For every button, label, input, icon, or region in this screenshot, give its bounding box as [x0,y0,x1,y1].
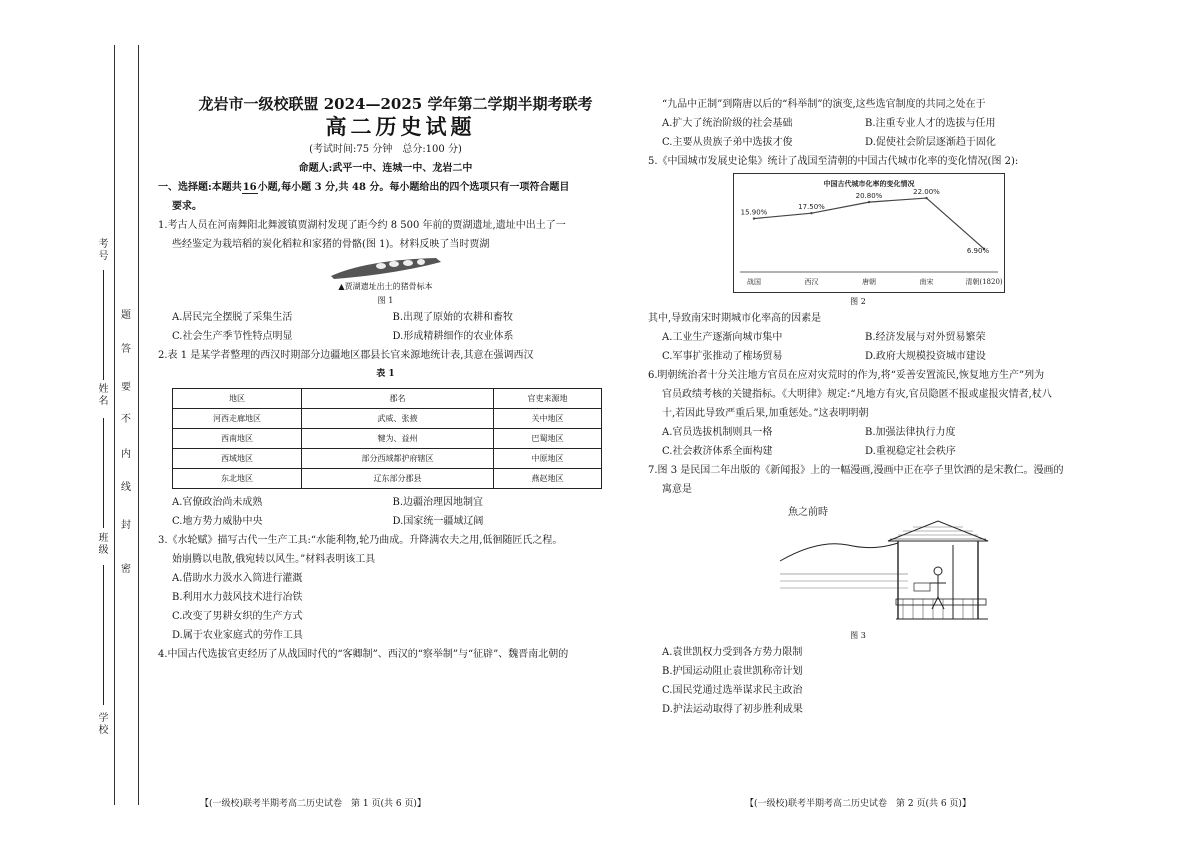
page-2-footer: 【(一级校)联考半期考高二历史试卷 第 2 页(共 6 页)】 [745,799,971,809]
q1-stem: 1.考古人员在河南舞阳北舞渡镇贾湖村发现了距今约 8 500 年前的贾湖遗址,遗址中出土了一 [158,220,566,231]
q2-option-a[interactable]: A.官僚政治尚未成熟 [172,497,263,508]
exam-info: (考试时间:75 分钟 总分:100 分) [309,144,462,155]
q4-option-d[interactable]: D.促使社会阶层逐渐趋于固化 [865,137,996,148]
exam-authors: 命题人:武平一中、连城一中、龙岩二中 [298,163,473,174]
exam-no-label: 考号 [96,238,107,262]
q1-stem-cont: 些经鉴定为栽培稻的炭化稻粒和家猪的骨骼(图 1)。材料反映了当时贾湖 [172,239,490,250]
q4-stem: 4.中国古代选拔官吏经历了从战国时代的“客卿制”、西汉的“察举制”与“征辟”、魏晋南北朝的 [158,649,569,660]
page-1-footer: 【(一级校)联考半期考高二历史试卷 第 1 页(共 6 页)】 [200,799,426,809]
q4-option-c[interactable]: C.主要从贵族子弟中选拔才俊 [662,137,793,148]
q5-options [662,328,1068,366]
q3-option-d[interactable]: D.属于农业家庭式的劳作工具 [172,630,303,641]
pig-bone-specimen-image [326,256,446,280]
table-header: 郡名 [301,389,493,409]
table-cell: 燕赵地区 [494,469,602,489]
q3-option-c[interactable]: C.改变了男耕女织的生产方式 [172,611,303,622]
q7-option-d[interactable]: D.护法运动取得了初步胜利成果 [662,704,803,715]
q7-cartoon [778,499,1068,629]
table-cell: 中原地区 [494,449,602,469]
q1-option-d[interactable]: D.形成精耕细作的农业体系 [392,331,514,342]
q6-options [662,423,1068,461]
binding-line-outer [114,45,115,805]
data-label: 20.80% [855,192,883,201]
q5-option-a[interactable]: A.工业生产逐渐向城市集中 [662,332,783,343]
q4-option-b[interactable]: B.注重专业人才的选拔与任用 [865,118,996,129]
x-tick-label: 战国 [747,278,761,286]
q1-options [172,308,613,346]
table-header: 地区 [173,389,302,409]
seal-char: 封 [121,520,131,531]
class-field[interactable] [103,565,104,705]
data-point [810,212,812,214]
question-count: 16 [242,182,257,193]
table-cell: 关中地区 [494,409,602,429]
q2-options [172,493,613,531]
data-label: 22.00% [913,188,940,197]
q7-figure-label: 图 3 [850,631,866,640]
seal-char: 内 [121,449,131,460]
q7-option-a[interactable]: A.袁世凯权力受到各方势力限制 [662,647,803,658]
name-field[interactable] [103,418,104,528]
data-label: 6.90% [966,246,990,255]
q3-stem-cont: 始崩腾以电散,俄宛转以风生。”材料表明该工具 [172,554,376,565]
seal-char: 答 [121,344,131,355]
table-header-row [173,389,602,409]
seal-char: 线 [121,482,131,493]
data-label: 15.90% [740,208,768,217]
exam-no-field[interactable] [103,270,104,380]
q1-option-c[interactable]: C.社会生产季节性特点明显 [172,331,293,342]
instr-text: 小题,每小题 3 分,共 48 分。每小题给出的四个选项只有一项符合题目 [257,182,570,193]
q5-option-c[interactable]: C.军事扩张推动了榷场贸易 [662,351,783,362]
x-tick-label: 清朝(1820) [965,278,1003,286]
q1-option-b[interactable]: B.出现了原始的农耕和畜牧 [392,312,514,323]
class-label: 班级 [96,532,107,556]
urbanization-chart [733,173,1005,293]
q6-stem: 6.明朝统治者十分关注地方官员在应对灾荒时的作为,将“妥善安置流民,恢复地方生产”列为 [648,370,1045,381]
q2-stem: 2.表 1 是某学者整理的西汉时期部分边疆地区郡县长官来源地统计表,其意在强调西汉 [158,350,534,361]
table-header: 官吏来源地 [494,389,602,409]
chart-title: 中国古代城市化率的变化情况 [823,180,915,188]
q6-option-d[interactable]: D.重视稳定社会秩序 [865,446,956,457]
binding-margin [0,0,140,848]
cartoon-title: 魚之前時 [788,507,828,518]
page-2-column [648,95,1068,719]
instr-text: 一、选择题:本题共 [158,182,242,193]
seal-char: 题 [121,310,131,321]
table-1-title: 表 1 [376,369,395,379]
q7-stem-cont: 寓意是 [662,484,692,495]
table-row [173,469,602,489]
pavilion-cartoon-image [778,499,998,629]
seal-char: 要 [121,382,131,393]
data-point [868,201,870,203]
q7-option-c[interactable]: C.国民党通过选举谋求民主政治 [662,685,803,696]
table-cell: 武威、张掖 [301,409,493,429]
official-origin-table [172,388,602,489]
q3-stem: 3.《水轮赋》描写古代一生产工具:“水能利物,轮乃曲成。升降满农夫之用,低徊随匠氏之程。 [158,535,563,546]
q1-figure-caption: ▲贾湖遗址出土的猪骨标本 [338,282,433,291]
q1-figure-label: 图 1 [377,296,394,305]
q1-option-a[interactable]: A.居民完全摆脱了采集生活 [172,312,293,323]
q4-stem-cont: “九品中正制”到隋唐以后的“科举制”的演变,这些选官制度的共同之处在于 [662,99,986,110]
x-tick-label: 南宋 [919,278,934,286]
q6-stem-cont: 官员政绩考核的关键指标。《大明律》规定:“凡地方有灾,官员隐匿不报或虚报灾情者,杖八 [662,389,1052,400]
table-row [173,429,602,449]
table-cell: 东北地区 [173,469,302,489]
q6-option-a[interactable]: A.官员选拔机制则具一格 [662,427,773,438]
q1-figure [158,256,613,280]
x-tick-label: 西汉 [804,278,819,286]
table-cell: 西南地区 [173,429,302,449]
q2-option-c[interactable]: C.地方势力威胁中央 [172,516,263,527]
series-line [754,198,984,249]
q2-option-d[interactable]: D.国家统一疆域辽阔 [392,516,484,527]
table-cell: 辽东部分郡县 [301,469,493,489]
table-cell: 河西走廊地区 [173,409,302,429]
section-instructions [158,178,613,197]
q5-stem-cont: 其中,导致南宋时期城市化率高的因素是 [648,313,822,324]
table-cell: 巴蜀地区 [494,429,602,449]
table-cell: 部分西域都护府辖区 [301,449,493,469]
subject-title: 高二历史试题 [325,114,476,139]
q6-option-c[interactable]: C.社会救济体系全面构建 [662,446,773,457]
q5-option-d[interactable]: D.政府大规模投资城市建设 [865,351,986,362]
seal-char: 不 [121,414,131,425]
section-instructions-cont: 要求。 [172,201,202,212]
q5-figure-label: 图 2 [850,297,866,306]
urbanization-chart-svg [734,174,1004,292]
q7-stem: 7.图 3 是民国二年出版的《新闻报》上的一幅漫画,漫画中正在亭子里饮酒的是宋教仁。漫画的 [648,465,1064,476]
name-label: 姓名 [96,383,107,407]
data-point [925,197,927,199]
x-tick-label: 唐朝 [862,278,876,286]
table-cell: 犍为、益州 [301,429,493,449]
page-1-column [158,95,613,664]
q7-option-b[interactable]: B.护国运动阻止袁世凯称帝计划 [662,666,803,677]
q3-option-a[interactable]: A.借助水力汲水入筒进行灌溉 [172,573,303,584]
q3-option-b[interactable]: B.利用水力鼓风技术进行冶铁 [172,592,303,603]
q2-option-b[interactable]: B.边疆治理因地制宜 [392,497,484,508]
exam-title-line: 龙岩市一级校联盟 2024—2025 学年第二学期半期考联考 [198,95,593,113]
q5-option-b[interactable]: B.经济发展与对外贸易繁荣 [865,332,986,343]
table-cell: 西域地区 [173,449,302,469]
binding-line-inner [138,45,139,805]
q6-stem-cont: 十,若因此导致严重后果,加重惩处。”这表明明朝 [662,408,869,419]
q4-options [662,114,1068,152]
q6-option-b[interactable]: B.加强法律执行力度 [865,427,956,438]
school-label: 学校 [96,712,107,736]
q4-option-a[interactable]: A.扩大了统治阶级的社会基础 [662,118,793,129]
data-point [753,217,755,219]
q5-stem: 5.《中国城市发展史论集》统计了战国至清朝的中国古代城市化率的变化情况(图 2): [648,156,1019,167]
data-label: 17.50% [798,203,825,212]
table-row [173,449,602,469]
table-row [173,409,602,429]
seal-char: 密 [121,564,131,575]
